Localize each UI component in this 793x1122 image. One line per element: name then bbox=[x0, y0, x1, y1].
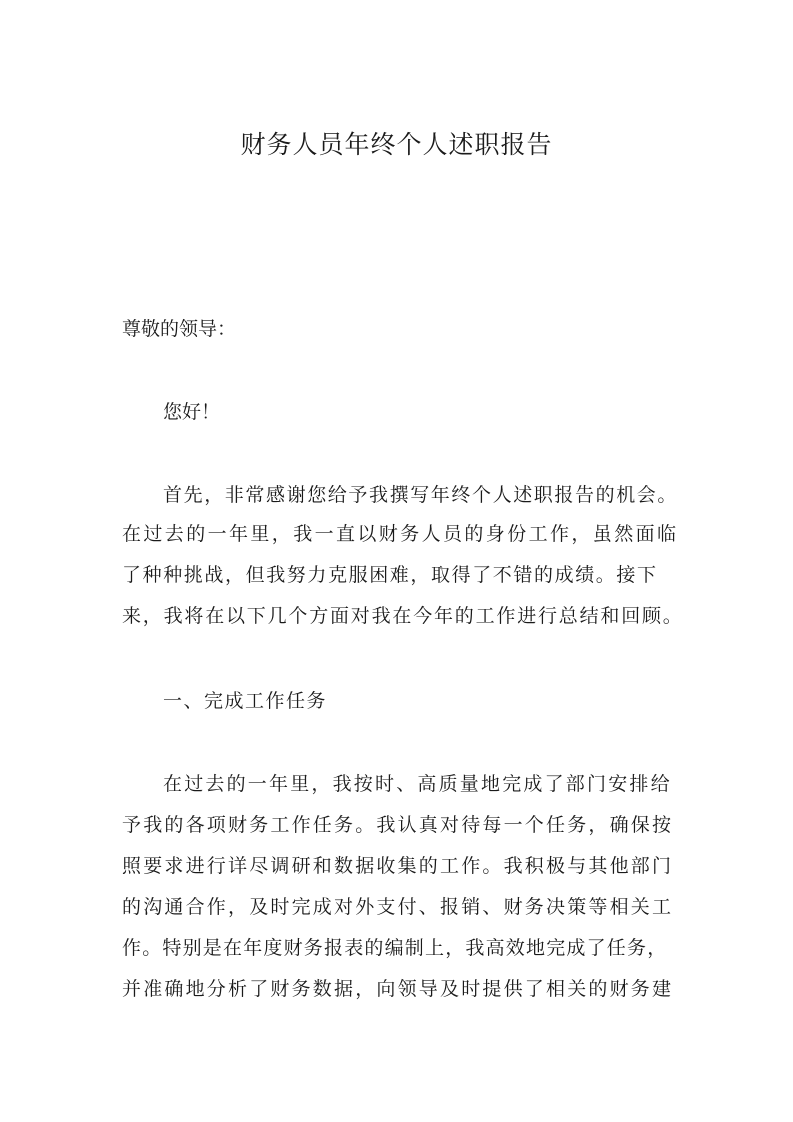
greeting: 您好！ bbox=[163, 401, 221, 423]
paragraph-line: 在过去的一年里，我一直以财务人员的身份工作，虽然面临 bbox=[122, 523, 679, 545]
paragraph-line: 在过去的一年里，我按时、高质量地完成了部门安排给 bbox=[163, 773, 672, 795]
document-title: 财务人员年终个人述职报告 bbox=[240, 130, 553, 159]
paragraph-line: 来，我将在以下几个方面对我在今年的工作进行总结和回顾。 bbox=[122, 605, 684, 627]
paragraph-line: 予我的各项财务工作任务。我认真对待每一个任务，确保按 bbox=[122, 814, 674, 836]
paragraph-line: 首先，非常感谢您给予我撰写年终个人述职报告的机会。 bbox=[163, 484, 679, 506]
paragraph-line: 并准确地分析了财务数据，向领导及时提供了相关的财务建 bbox=[122, 978, 674, 1000]
paragraph-line: 照要求进行详尽调研和数据收集的工作。我积极与其他部门 bbox=[122, 855, 674, 877]
salutation: 尊敬的领导： bbox=[122, 318, 237, 340]
paragraph-line: 了种种挑战，但我努力克服困难，取得了不错的成绩。接下 bbox=[122, 564, 658, 586]
section-heading: 一、完成工作任务 bbox=[163, 690, 328, 712]
paragraph-line: 作。特别是在年度财务报表的编制上，我高效地完成了任务， bbox=[122, 937, 668, 959]
paragraph-line: 的沟通合作，及时完成对外支付、报销、财务决策等相关工 bbox=[122, 896, 674, 918]
